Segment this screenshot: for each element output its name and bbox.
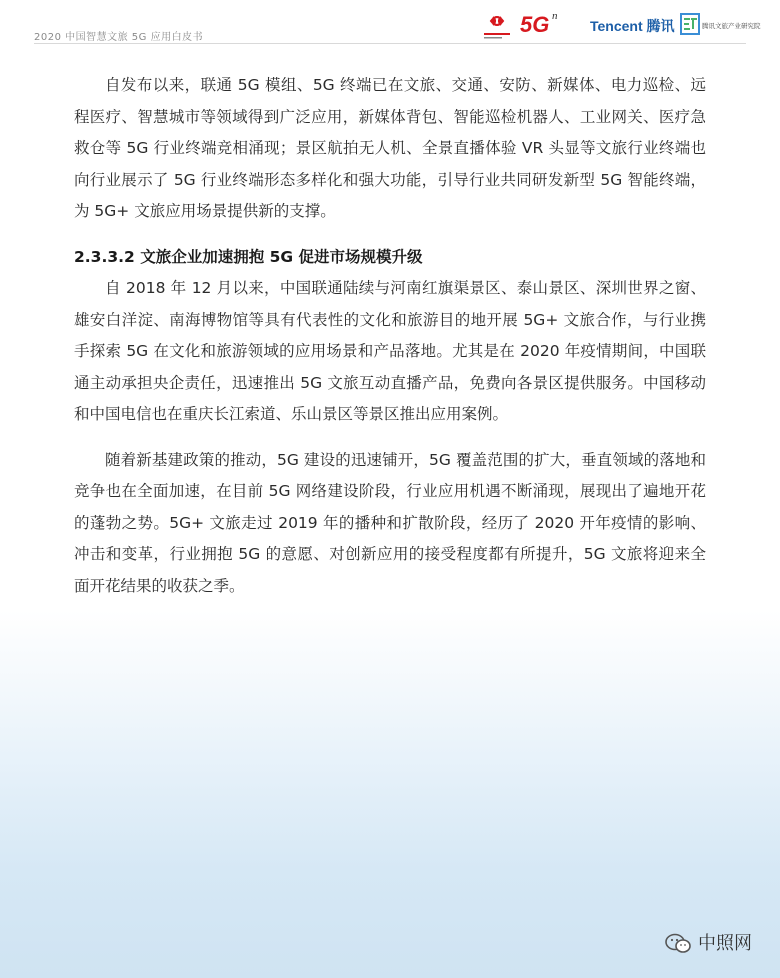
section-heading: 2.3.3.2 文旅企业加速拥抱 5G 促进市场规模升级 xyxy=(74,247,423,266)
document-body xyxy=(74,70,706,602)
5g-logo xyxy=(520,12,580,40)
wechat-icon xyxy=(664,932,692,956)
tencent-logo: Tencent 腾讯 xyxy=(590,18,675,34)
paragraph-cooperation: 自 2018 年 12 月以来，中国联通陆续与河南红旗渠景区、泰山景区、深圳世界之窗、雄安白洋淀、南海博物馆等具有代表性的文化和旅游目的地开展 5G+ 文旅合作，与行业携手探索 5G 在文化和旅游领域的应用场景和产品落地。尤其是在 2020 年疫情期间，中国联通主动承担央企责任，迅速推出 5G 文旅互动直播产品，免费向各景区提供服务。中国移动和中国电信也在重庆长江索道、乐山景区等景区推出应用案例。 xyxy=(74,279,706,423)
5g-logo-text: 5G xyxy=(520,12,550,37)
watermark-text: 中照网 xyxy=(698,933,752,954)
paragraph-outlook: 随着新基建政策的推动，5G 建设的迅速铺开，5G 覆盖范围的扩大，垂直领域的落地和竞争也在全面加速，在目前 5G 网络建设阶段，行业应用机遇不断涌现，展现出了遍地开花的蓬勃之势。5G+ 文旅走过 2019 年的播种和扩散阶段，经历了 2020 开年疫情的影响、冲击和变革，行业拥抱 5G 的意愿、对创新应用的接受程度都有所提升，5G 文旅将迎来全面开花结果的收获之季。 xyxy=(74,450,706,595)
tencent-culture-tourism-institute-logo xyxy=(680,12,770,40)
china-unicom-logo xyxy=(482,12,512,40)
document-title: 2020 中国智慧文旅 5G 应用白皮书 xyxy=(34,32,204,43)
institute-name: 腾讯文旅产业研究院 xyxy=(702,22,761,30)
page-header xyxy=(0,0,780,44)
5g-logo-superscript: n xyxy=(552,10,558,22)
paragraph-terminals: 自发布以来，联通 5G 模组、5G 终端已在文旅、交通、安防、新媒体、电力巡检、远程医疗、智慧城市等领域得到广泛应用，新媒体背包、智能巡检机器人、工业网关、医疗急救仓等 5G 行业终端竞相涌现；景区航拍无人机、全景直播体验 VR 头显等文旅行业终端也向行业展示了 5G 行业终端形态多样化和强大功能，引导行业共同研发新型 5G 智能终端，为 5G+ 文旅应用场景提供新的支撑。 xyxy=(74,76,706,220)
institute-icon xyxy=(680,12,700,36)
paragraph-spacer xyxy=(74,431,706,445)
header-divider xyxy=(34,43,746,44)
